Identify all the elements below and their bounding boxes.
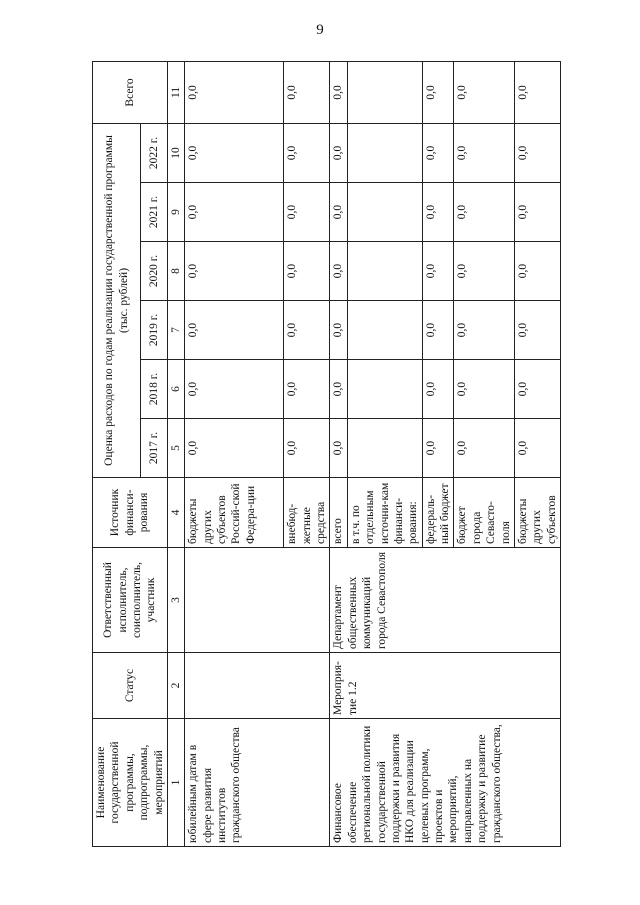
value-cell: 0,0 xyxy=(185,242,284,301)
value-cell: 0,0 xyxy=(454,301,515,360)
header-year: 2019 г. xyxy=(141,301,167,360)
column-number: 1 xyxy=(167,719,184,847)
source-cell: федераль-ный бюджет xyxy=(422,478,454,548)
value-cell: 0,0 xyxy=(185,301,284,360)
value-cell xyxy=(347,183,422,242)
source-cell: бюджет города Севасто-поля xyxy=(454,478,515,548)
column-number: 10 xyxy=(167,123,184,182)
value-cell: 0,0 xyxy=(330,419,347,478)
column-number: 9 xyxy=(167,183,184,242)
program-name: Финансовое обеспечение региональной политики государственной поддержки и развития НКО для реализации целевых программ, проектов и мероприятий, направленных на поддержку и развитие гражданского общества, xyxy=(330,719,561,847)
value-cell: 0,0 xyxy=(514,242,560,301)
value-cell: 0,0 xyxy=(185,419,284,478)
value-cell: 0,0 xyxy=(185,61,284,123)
executor-cell xyxy=(185,548,330,653)
status-cell xyxy=(185,653,330,719)
value-cell: 0,0 xyxy=(514,301,560,360)
executor-cell: Департамент общественных коммуникаций города Севастополя xyxy=(330,548,561,653)
value-cell: 0,0 xyxy=(284,360,330,419)
header-status: Статус xyxy=(93,653,168,719)
value-cell: 0,0 xyxy=(422,183,454,242)
column-number: 11 xyxy=(167,61,184,123)
table-row xyxy=(330,61,347,846)
value-cell: 0,0 xyxy=(185,360,284,419)
source-cell: внебюд-жетные средства xyxy=(284,478,330,548)
header-year: 2021 г. xyxy=(141,183,167,242)
value-cell: 0,0 xyxy=(284,301,330,360)
value-cell: 0,0 xyxy=(422,360,454,419)
value-cell: 0,0 xyxy=(454,360,515,419)
header-name: Наименование государственной программы, подпрограммы, мероприятий xyxy=(93,719,168,847)
value-cell xyxy=(347,242,422,301)
header-estimate: Оценка расходов по годам реализации государственной программы (тыс. рублей) xyxy=(93,123,141,477)
source-cell: бюджеты других субъектов Россий-ской Федера-ции xyxy=(185,478,284,548)
value-cell xyxy=(347,61,422,123)
value-cell: 0,0 xyxy=(284,242,330,301)
rotated-table-container xyxy=(92,62,597,847)
column-number: 6 xyxy=(167,360,184,419)
value-cell: 0,0 xyxy=(330,360,347,419)
value-cell: 0,0 xyxy=(422,242,454,301)
value-cell: 0,0 xyxy=(284,419,330,478)
value-cell xyxy=(347,301,422,360)
column-number: 4 xyxy=(167,478,184,548)
program-name: юбилейным датам в сфере развития институтов гражданского общества xyxy=(185,719,330,847)
column-numbers-row xyxy=(167,61,184,846)
value-cell: 0,0 xyxy=(330,123,347,182)
value-cell: 0,0 xyxy=(514,360,560,419)
column-number: 2 xyxy=(167,653,184,719)
value-cell: 0,0 xyxy=(454,123,515,182)
value-cell: 0,0 xyxy=(514,123,560,182)
value-cell: 0,0 xyxy=(330,242,347,301)
header-year: 2022 г. xyxy=(141,123,167,182)
value-cell: 0,0 xyxy=(422,419,454,478)
header-executor: Ответственный исполнитель, соисполнитель, участник xyxy=(93,548,168,653)
table-row xyxy=(185,61,284,846)
value-cell: 0,0 xyxy=(422,61,454,123)
value-cell: 0,0 xyxy=(422,301,454,360)
source-cell: бюджеты других субъектов xyxy=(514,478,560,548)
value-cell: 0,0 xyxy=(330,183,347,242)
source-cell: в т.ч. по отдельным источни-кам финанси-рования: xyxy=(347,478,422,548)
value-cell: 0,0 xyxy=(284,123,330,182)
column-number: 7 xyxy=(167,301,184,360)
value-cell xyxy=(347,123,422,182)
column-number: 5 xyxy=(167,419,184,478)
header-total: Всего xyxy=(93,61,168,123)
value-cell: 0,0 xyxy=(422,123,454,182)
budget-table xyxy=(92,61,561,847)
value-cell: 0,0 xyxy=(454,242,515,301)
page-number: 9 xyxy=(316,22,324,38)
value-cell: 0,0 xyxy=(284,183,330,242)
value-cell: 0,0 xyxy=(330,61,347,123)
value-cell: 0,0 xyxy=(514,61,560,123)
column-number: 3 xyxy=(167,548,184,653)
value-cell: 0,0 xyxy=(514,419,560,478)
value-cell: 0,0 xyxy=(454,419,515,478)
status-cell: Мероприя-тие 1.2 xyxy=(330,653,561,719)
value-cell: 0,0 xyxy=(514,183,560,242)
header-year: 2020 г. xyxy=(141,242,167,301)
value-cell: 0,0 xyxy=(454,61,515,123)
header-year: 2017 г. xyxy=(141,419,167,478)
value-cell: 0,0 xyxy=(185,123,284,182)
value-cell: 0,0 xyxy=(284,61,330,123)
header-year: 2018 г. xyxy=(141,360,167,419)
value-cell: 0,0 xyxy=(330,301,347,360)
source-cell: всего xyxy=(330,478,347,548)
column-number: 8 xyxy=(167,242,184,301)
header-source: Источник финанси-рования xyxy=(93,478,168,548)
value-cell: 0,0 xyxy=(185,183,284,242)
value-cell: 0,0 xyxy=(454,183,515,242)
value-cell xyxy=(347,360,422,419)
value-cell xyxy=(347,419,422,478)
